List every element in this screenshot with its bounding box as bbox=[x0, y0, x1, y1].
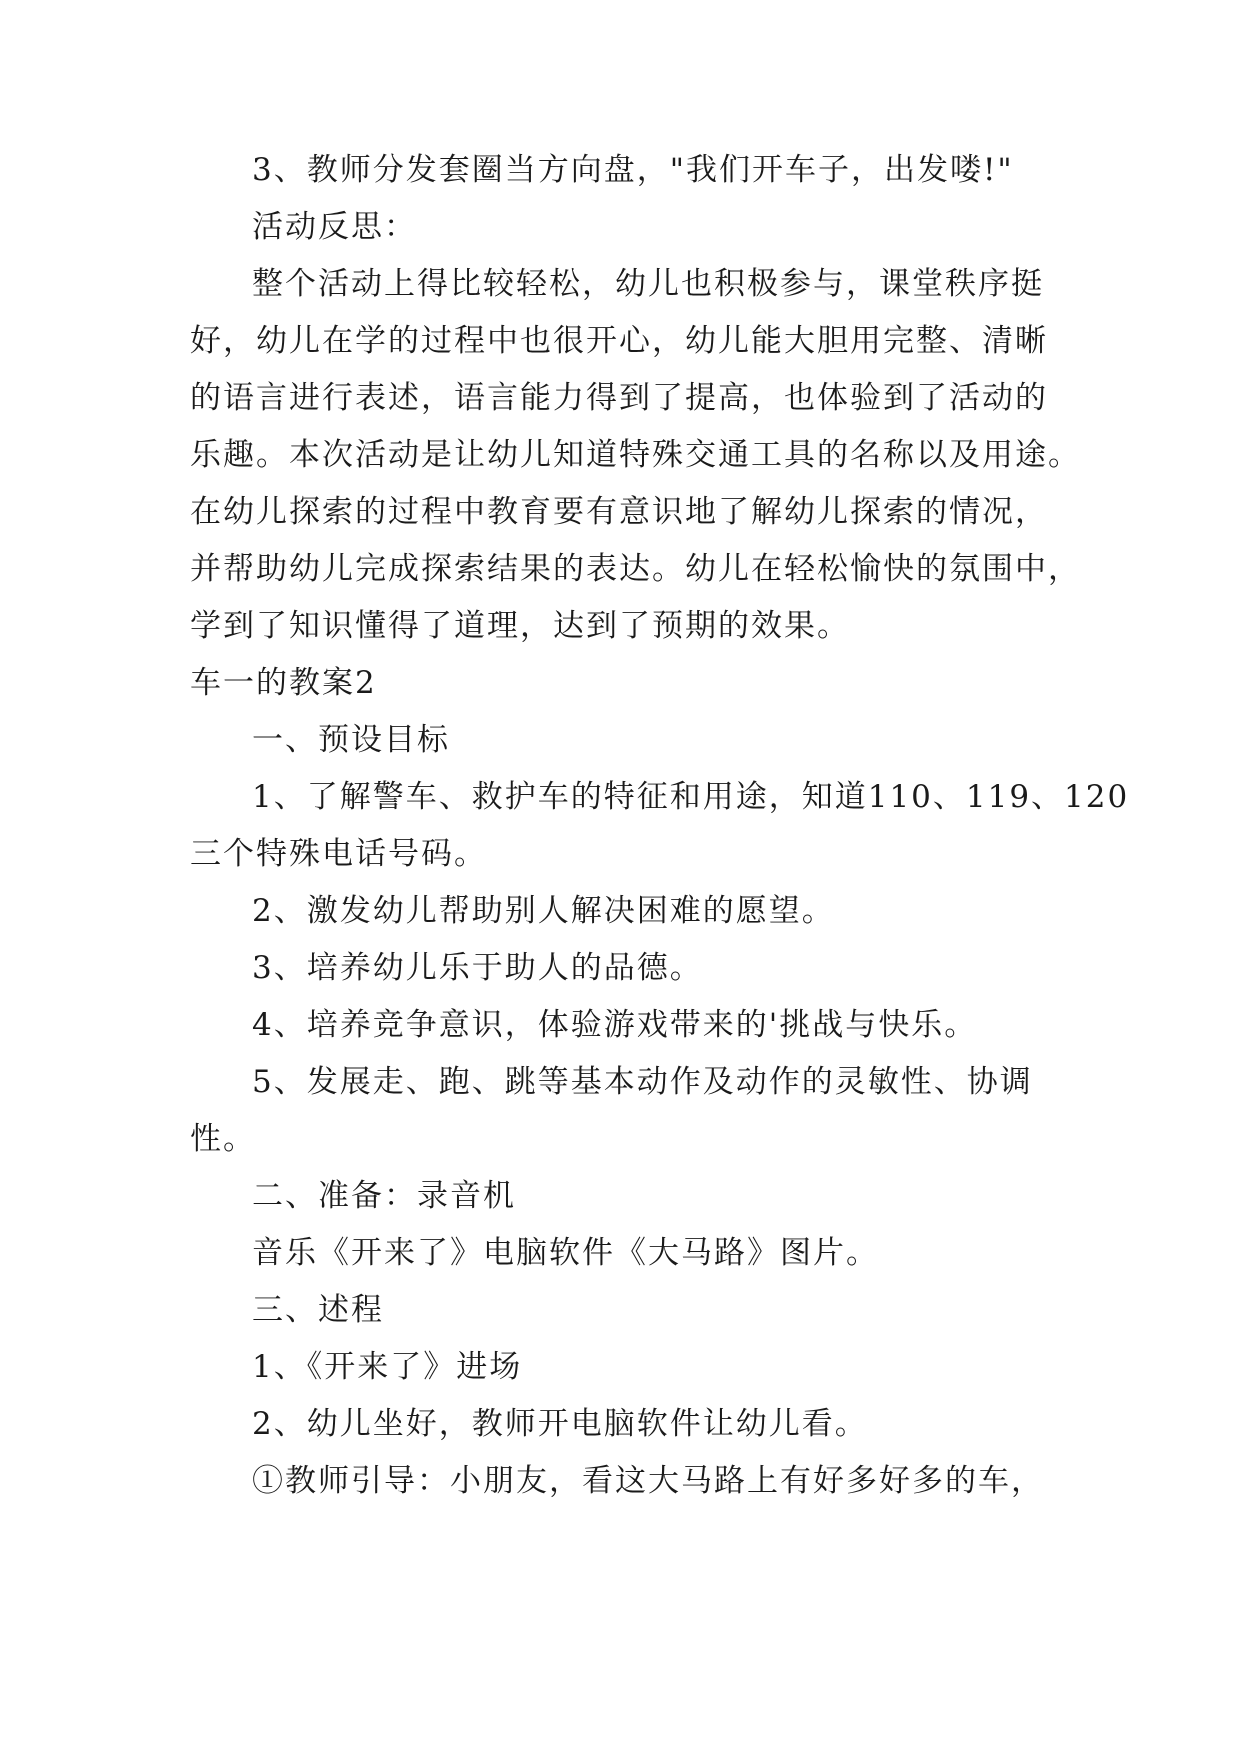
text-line: 2、幼儿坐好，教师开电脑软件让幼儿看。 bbox=[252, 1406, 868, 1442]
text-line: 乐趣。本次活动是让幼儿知道特殊交通工具的名称以及用途。 bbox=[190, 437, 1081, 473]
text-line: 三、述程 bbox=[252, 1292, 384, 1328]
text-line: 1、了解警车、救护车的特征和用途，知道110、119、120 bbox=[252, 779, 1130, 815]
text-line: 的语言进行表述，语言能力得到了提高，也体验到了活动的 bbox=[190, 380, 1048, 416]
text-line: 2、激发幼儿帮助别人解决困难的愿望。 bbox=[252, 893, 835, 929]
text-line: 3、教师分发套圈当方向盘，"我们开车子，出发喽!" bbox=[252, 152, 1014, 188]
text-line: 活动反思： bbox=[252, 209, 417, 245]
text-line: 5、发展走、跑、跳等基本动作及动作的灵敏性、协调 bbox=[252, 1064, 1033, 1100]
text-line: 学到了知识懂得了道理，达到了预期的效果。 bbox=[190, 608, 850, 644]
text-line: 并帮助幼儿完成探索结果的表达。幼儿在轻松愉快的氛围中， bbox=[190, 551, 1081, 587]
text-line: 4、培养竞争意识，体验游戏带来的'挑战与快乐。 bbox=[252, 1007, 978, 1043]
text-line: 1、《开来了》进场 bbox=[252, 1349, 523, 1385]
text-line: 好，幼儿在学的过程中也很开心，幼儿能大胆用完整、清晰 bbox=[190, 323, 1048, 359]
text-line: 性。 bbox=[190, 1121, 256, 1157]
text-line: 3、培养幼儿乐于助人的品德。 bbox=[252, 950, 703, 986]
text-line: 音乐《开来了》电脑软件《大马路》图片。 bbox=[252, 1235, 879, 1271]
text-line: 一、预设目标 bbox=[252, 722, 450, 758]
text-line: 二、准备：录音机 bbox=[252, 1178, 516, 1214]
text-line: 整个活动上得比较轻松，幼儿也积极参与，课堂秩序挺 bbox=[252, 266, 1044, 302]
text-line: 在幼儿探索的过程中教育要有意识地了解幼儿探索的情况， bbox=[190, 494, 1048, 530]
text-line: 三个特殊电话号码。 bbox=[190, 836, 487, 872]
section-heading: 车一的教案2 bbox=[190, 665, 377, 701]
text-line: ①教师引导：小朋友，看这大马路上有好多好多的车， bbox=[252, 1463, 1044, 1499]
